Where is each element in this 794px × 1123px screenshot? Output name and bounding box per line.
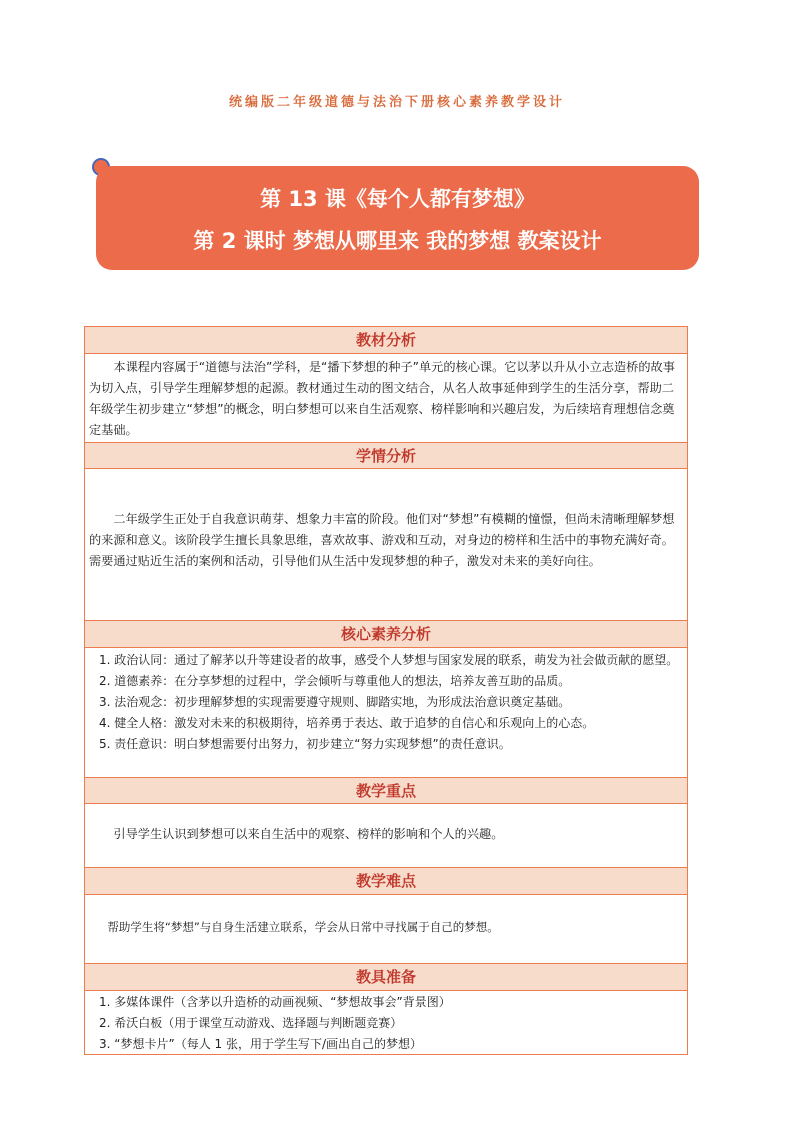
literacy-item: 4. 健全人格：激发对未来的积极期待，培养勇于表达、敢于追梦的自信心和乐观向上的心态。 bbox=[99, 716, 595, 730]
lesson-subtitle: 第 2 课时 梦想从哪里来 我的梦想 教案设计 bbox=[193, 229, 602, 253]
section-header-prep: 教具准备 bbox=[85, 963, 687, 991]
lesson-plan-table bbox=[84, 326, 688, 1055]
lesson-title: 第 13 课《每个人都有梦想》 bbox=[260, 187, 535, 211]
prep-item: 2. 希沃白板（用于课堂互动游戏、选择题与判断题竞赛） bbox=[99, 1016, 403, 1030]
section-body-students bbox=[85, 469, 687, 620]
section-header-literacy: 核心素养分析 bbox=[85, 620, 687, 648]
section-body-difficulty bbox=[85, 895, 687, 963]
section-header-students: 学情分析 bbox=[85, 442, 687, 469]
literacy-item: 5. 责任意识：明白梦想需要付出努力，初步建立“努力实现梦想”的责任意识。 bbox=[99, 737, 511, 751]
prep-item: 3. “梦想卡片”（每人 1 张，用于学生写下/画出自己的梦想） bbox=[99, 1037, 423, 1051]
literacy-item: 3. 法治观念：初步理解梦想的实现需要遵守规则、脚踏实地，为形成法治意识奠定基础。 bbox=[99, 695, 571, 709]
section-header-material: 教材分析 bbox=[85, 327, 687, 354]
literacy-item: 2. 道德素养：在分享梦想的过程中，学会倾听与尊重他人的想法，培养友善互助的品质。 bbox=[99, 674, 571, 688]
section-body-key-point bbox=[85, 804, 687, 867]
student-analysis-text: 二年级学生正处于自我意识萌芽、想象力丰富的阶段。他们对“梦想”有模糊的憧憬，但尚未清晰理解梦想的来源和意义。该阶段学生擅长具象思维，喜欢故事、游戏和互动，对身边的榜样和生活中的事物充满好奇。需要通过贴近生活的案例和活动，引导他们从生活中发现梦想的种子，激发对未来的美好向往。 bbox=[89, 512, 675, 568]
material-analysis-text: 本课程内容属于“道德与法治”学科，是“播下梦想的种子”单元的核心课。它以茅以升从小立志造桥的故事为切入点，引导学生理解梦想的起源。教材通过生动的图文结合，从名人故事延伸到学生的生活分享，帮助二年级学生初步建立“梦想”的概念，明白梦想可以来自生活观察、榜样影响和兴趣启发，为后续培育理想信念奠定基础。 bbox=[89, 360, 675, 437]
section-body-material bbox=[85, 355, 687, 442]
section-header-difficulty: 教学难点 bbox=[85, 867, 687, 895]
running-title: 统编版二年级道德与法治下册核心素养教学设计 bbox=[228, 95, 565, 110]
title-banner bbox=[96, 166, 699, 270]
section-body-literacy bbox=[85, 648, 687, 777]
literacy-item: 1. 政治认同：通过了解茅以升等建设者的故事，感受个人梦想与国家发展的联系，萌发为社会做贡献的愿望。 bbox=[99, 653, 679, 667]
difficulty-text: 帮助学生将“梦想”与自身生活建立联系，学会从日常中寻找属于自己的梦想。 bbox=[107, 920, 499, 934]
key-point-text: 引导学生认识到梦想可以来自生活中的观察、榜样的影响和个人的兴趣。 bbox=[113, 827, 504, 841]
prep-item: 1. 多媒体课件（含茅以升造桥的动画视频、“梦想故事会”背景图） bbox=[99, 995, 451, 1009]
section-body-prep bbox=[85, 991, 687, 1055]
section-header-key-point: 教学重点 bbox=[85, 777, 687, 804]
